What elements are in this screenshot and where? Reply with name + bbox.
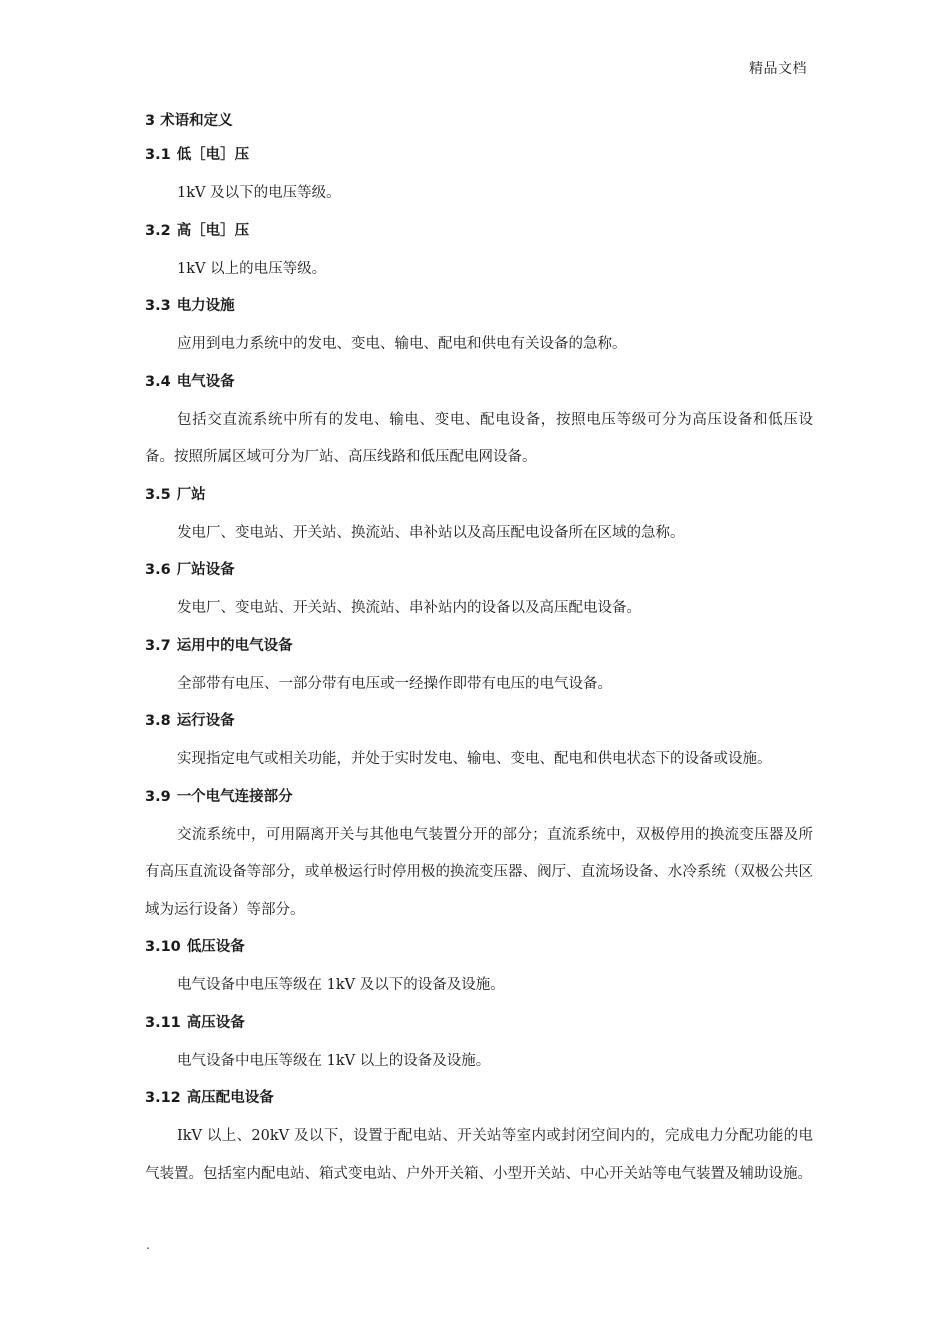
term-number: 3.9 [145,788,171,805]
term-definition: 应用到电力系统中的发电、变电、输电、配电和供电有关设备的急称。 [177,336,627,352]
term-number: 3.4 [145,373,171,390]
term-definition: 实现指定电气或相关功能，并处于实时发电、输电、变电、配电和供电状态下的设备或设施。 [177,751,772,767]
term-name: 运行设备 [176,713,235,729]
page-header-mark: 精品文档 [749,61,807,77]
term-definition: 电气设备中电压等级在 1kV 以上的设备及设施。 [177,1052,491,1069]
term-heading [145,368,813,396]
term-definition: 包括交直流系统中所有的发电、输电、变电、配电设备，按照电压等级可分为高压设备和低压设备。按照所属区域可分为厂站、高压线路和低压配电网设备。 [145,411,813,465]
term-heading [145,783,813,811]
term-number: 3.8 [145,713,171,729]
term-number: 3.3 [145,298,171,314]
term-definition: IkV 以上、20kV 及以下，设置于配电站、开关站等室内或封闭空间内的，完成电力分配功能的电气装置。包括室内配电站、箱式变电站、户外开关箱、小型开关站、中心开关站等电气装置及辅助设施。 [145,1128,813,1182]
term-number: 3.1 [145,147,171,163]
term-definition: 1kV 以上的电压等级。 [177,260,327,277]
term-definition: 电气设备中电压等级在 1kV 及以下的设备及设施。 [177,977,505,993]
term-name: 低压设备 [186,939,245,955]
term-name: 电气设备 [176,373,235,390]
term-definition: 发电厂、变电站、开关站、换流站、串补站以及高压配电设备所在区域的急称。 [177,524,685,541]
term-name: 运用中的电气设备 [176,637,293,654]
term-heading [145,933,813,961]
term-name: 一个电气连接部分 [176,788,293,805]
term-name: 电力设施 [176,298,235,314]
term-heading [145,1084,813,1112]
term-heading [145,292,813,320]
term-number: 3.11 [145,1014,181,1031]
term-number: 3.10 [145,939,181,955]
term-definition: 全部带有电压、一部分带有电压或一经操作即带有电压的电气设备。 [177,675,612,692]
term-heading [145,556,813,584]
term-name: 高［电］压 [176,222,250,239]
term-definition: 交流系统中，可用隔离开关与其他电气装置分开的部分；直流系统中，双极停用的换流变压器及所有高压直流设备等部分，或单极运行时停用极的换流变压器、阀厅、直流场设备、水冷系统（双极公共区域为运行设备）等部分。 [145,826,813,918]
document-body [145,107,813,1197]
term-name: 低［电］压 [176,147,250,163]
term-heading [145,632,813,660]
term-number: 3.2 [145,222,171,239]
term-definition: 发电厂、变电站、开关站、换流站、串补站内的设备以及高压配电设备。 [177,600,641,616]
term-heading [145,217,813,245]
term-heading [145,481,813,509]
term-number: 3.5 [145,486,171,503]
term-number: 3.6 [145,562,171,578]
term-name: 高压配电设备 [186,1090,274,1106]
term-name: 高压设备 [186,1014,245,1031]
term-number: 3.7 [145,637,171,654]
term-name: 厂站 [176,486,206,503]
term-name: 厂站设备 [176,562,235,578]
term-heading [145,1009,813,1037]
term-number: 3.12 [145,1090,181,1106]
term-heading [145,707,813,735]
term-heading [145,141,813,169]
page-footer-mark: . [146,1238,150,1252]
section-title: 3 术语和定义 [145,113,233,129]
term-definition: 1kV 及以下的电压等级。 [177,185,341,201]
